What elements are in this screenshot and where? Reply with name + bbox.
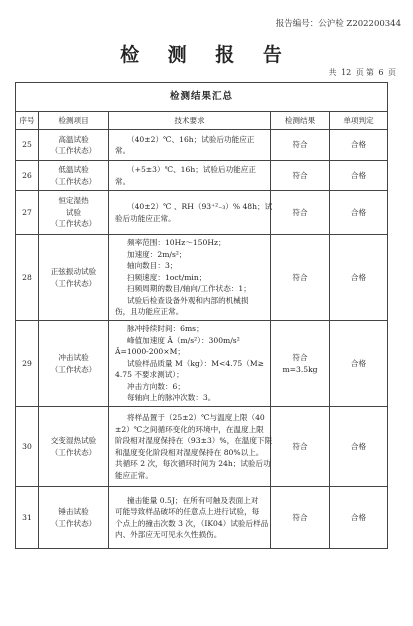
row-number: 25 [16,130,39,161]
technical-requirement: （+5±3）℃、16h；试验后功能应正 常。 [109,161,271,191]
test-result: 符合 [271,235,330,321]
technical-requirement: （40±2）℃ 、RH（93⁺²₋₃）% 48h；试 验后功能应正常。 [109,191,271,235]
verdict: 合格 [330,191,388,235]
verdict: 合格 [330,161,388,191]
test-result: 符合 m=3.5kg [271,321,330,407]
row-number: 31 [16,487,39,549]
technical-requirement: （40±2）℃、16h；试验后功能应正 常。 [109,130,271,161]
test-item: 高温试验 （工作状态） [39,130,109,161]
table-row [16,130,388,161]
table-row [16,321,388,407]
table-row [16,235,388,321]
column-header: 序号 [16,112,39,130]
table-row [16,191,388,235]
test-item: 交变湿热试验 （工作状态） [39,407,109,487]
technical-requirement: 将样品置于（25±2）℃与温度上限（40 ±2）℃之间循环变化的环境中，在温度上限 阶段相对湿度保持在（93±3）%，在温度下限 和温度变化阶段相对湿度保持在 80%以上。 共循环 2 次，每次循环时间为 24h；试验后功 能应正常。 [109,407,271,487]
row-number: 27 [16,191,39,235]
verdict: 合格 [330,130,388,161]
column-header: 单项判定 [330,112,388,130]
column-header: 检测项目 [39,112,109,130]
test-result: 符合 [271,487,330,549]
table-row [16,161,388,191]
technical-requirement: 撞击能量 0.5J；在所有可触及表面上对 可能导致样品破坏的任意点上进行试验，每 个点上的撞击次数 3 次，（IK04）试验后样品 内、外部应无可见永久性损伤。 [109,487,271,549]
verdict: 合格 [330,487,388,549]
verdict: 合格 [330,235,388,321]
verdict: 合格 [330,407,388,487]
test-item: 锤击试验 （工作状态） [39,487,109,549]
column-header: 检测结果 [271,112,330,130]
row-number: 26 [16,161,39,191]
test-result: 符合 [271,130,330,161]
test-item: 正弦振动试验 （工作状态） [39,235,109,321]
row-number: 29 [16,321,39,407]
document-title: 检 测 报 告 [120,44,293,66]
verdict: 合格 [330,321,388,407]
test-result: 符合 [271,191,330,235]
test-result: 符合 [271,407,330,487]
column-header: 技术要求 [109,112,271,130]
report-number: 报告编号：公沪检 Z202200344 [275,19,401,29]
table-header-row [16,112,388,130]
technical-requirement: 脉冲持续时间：6ms； 峰值加速度 Â（m/s²）：300m/s² Â=1000-200×M； 试验样品质量 M（kg）：M<4.75（M≥ 4.75 不要求测试）； 冲击方向数：6； 每轴向上的脉冲次数：3。 [109,321,271,407]
technical-requirement: 频率范围：10Hz～150Hz； 加速度：2m/s²； 轴向数目：3； 扫频速度：1oct/min； 扫频周期的数目/轴向/工作状态：1； 试验后检查设备外观和内部的机械损 伤，且功能应正常。 [109,235,271,321]
results-summary-table [15,82,388,549]
row-number: 28 [16,235,39,321]
table-row [16,407,388,487]
table-title: 检测结果汇总 [16,83,388,112]
test-item: 低温试验 （工作状态） [39,161,109,191]
test-result: 符合 [271,161,330,191]
row-number: 30 [16,407,39,487]
table-row [16,487,388,549]
test-item: 冲击试验 （工作状态） [39,321,109,407]
test-item: 恒定湿热 试验 （工作状态） [39,191,109,235]
page-info: 共 12 页 第 6 页 [328,68,396,77]
